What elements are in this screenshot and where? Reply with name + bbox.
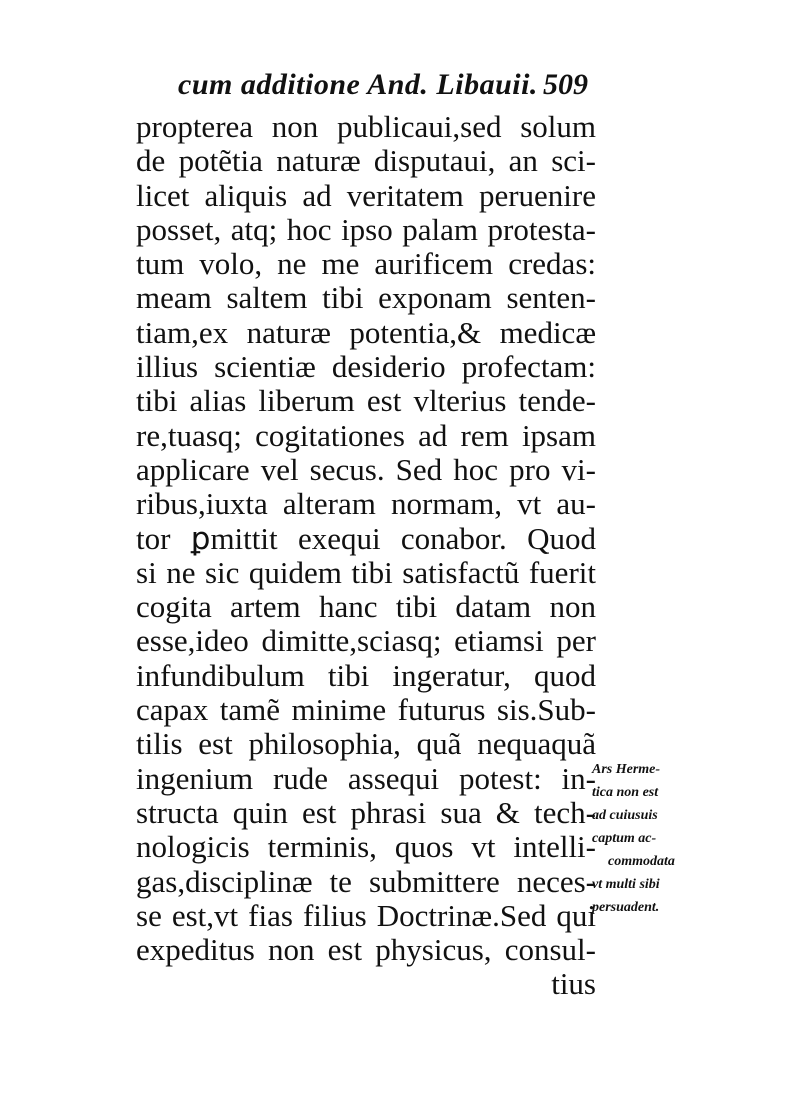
text-line: tilis est philosophia, quã nequaquã	[136, 726, 596, 762]
text-line: applicare vel secus. Sed hoc pro vi-	[136, 451, 596, 487]
text-line: meam saltem tibi exponam senten-	[136, 280, 596, 316]
text-line: tum volo, ne me aurificem credas:	[136, 246, 596, 282]
text-line: posset, atq; hoc ipso palam protesta-	[136, 211, 596, 247]
marginal-line: ad cuiusuis	[592, 808, 658, 823]
text-line: infundibulum tibi ingeratur, quod	[136, 657, 596, 693]
running-head: cum additione And. Libauii.	[178, 68, 538, 101]
body-text	[136, 110, 596, 1002]
catchword: tius	[551, 966, 596, 1002]
text-line: re,tuasq; cogitationes ad rem ipsam	[136, 417, 596, 453]
text-line: structa quin est phrasi sua & tech-	[136, 794, 596, 830]
text-line: tor ꝑmittit exequi conabor. Quod	[136, 520, 596, 556]
text-line: tiam,ex naturæ potentia,& medicæ	[136, 314, 596, 350]
text-line: ribus,iuxta alteram normam, vt au-	[136, 486, 596, 522]
marginal-line: commodata	[608, 854, 675, 869]
marginal-line: captum ac-	[592, 831, 657, 846]
text-line: propterea non publicaui,sed solum	[136, 109, 596, 144]
text-line: illius scientiæ desiderio profectam:	[136, 349, 596, 385]
text-line: gas,disciplinæ te submittere neces-	[136, 863, 596, 899]
marginal-line: vt multi sibi	[592, 877, 660, 892]
text-line: nologicis terminis, quos vt intelli-	[136, 829, 596, 865]
text-line: ingenium rude assequi potest: in-	[136, 760, 596, 796]
marginal-line: tica non est	[592, 785, 659, 800]
text-line: se est,vt fias filius Doctrinæ.Sed qui	[136, 897, 596, 933]
text-line: de potẽtia naturæ disputaui, an sci-	[136, 143, 596, 179]
page-number: 509	[543, 68, 588, 101]
text-line: cogita artem hanc tibi datam non	[136, 589, 596, 625]
marginal-line: Ars Herme-	[592, 762, 661, 777]
marginal-line: persuadent.	[592, 900, 660, 915]
text-line: expeditus non est physicus, consul-	[136, 932, 596, 968]
text-line: esse,ideo dimitte,sciasq; etiamsi per	[136, 623, 596, 659]
page-header	[178, 62, 588, 106]
text-line: capax tamẽ minime futurus sis.Sub-	[136, 692, 596, 728]
text-line: licet aliquis ad veritatem peruenire	[136, 177, 596, 213]
marginal-note	[592, 758, 722, 919]
text-line: si ne sic quidem tibi satisfactũ fuerit	[136, 554, 596, 590]
text-line: tibi alias liberum est vlterius tende-	[136, 383, 596, 419]
